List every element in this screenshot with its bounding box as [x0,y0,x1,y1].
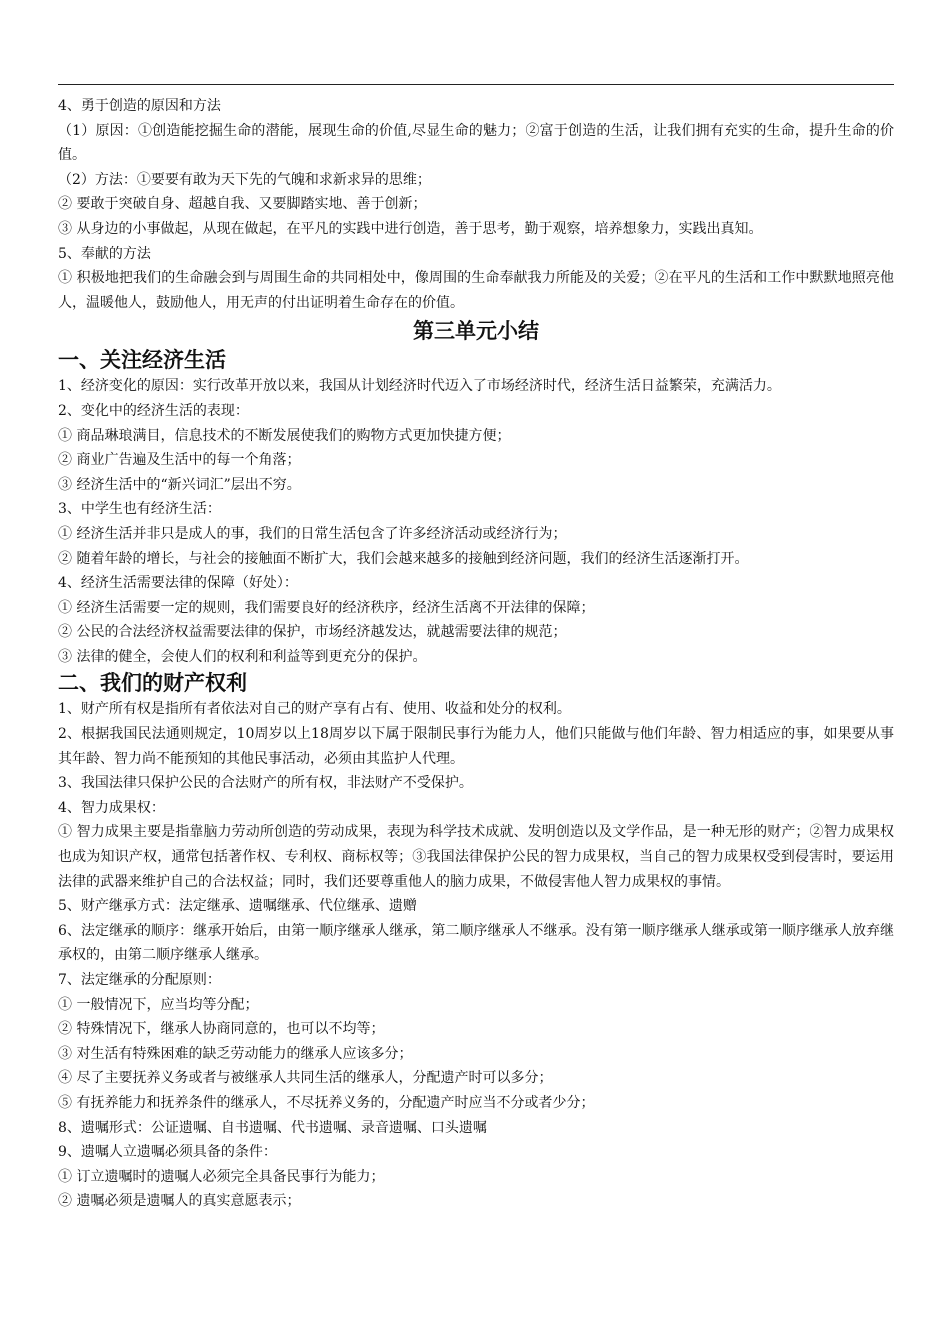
part-1-item-2-1: ① 商品琳琅满目，信息技术的不断发展使我们的购物方式更加快捷方便； [58,427,511,444]
part-1-heading: 一、关注经济生活 [58,348,226,373]
part-1-item-3-1: ① 经济生活并非只是成人的事，我们的日常生活包含了许多经济活动或经济行为； [58,525,567,542]
part-1-item-4: 4、经济生活需要法律的保障（好处）： [58,575,298,592]
document-body [58,94,894,1214]
part-2-item-7: 7、法定继承的分配原则： [58,972,221,988]
part-1-item-2-3: ③ 经济生活中的“新兴词汇”层出不穷。 [58,476,301,493]
part-1-item-1: 1、经济变化的原因：实行改革开放以来，我国从计划经济时代迈入了市场经济时代，经济生活日益繁荣，充满活力。 [58,378,781,395]
section-5-title: 5、奉献的方法 [58,245,151,262]
part-2-item-7-5: ⑤ 有抚养能力和抚养条件的继承人，不尽抚养义务的，分配遗产时应当不分或者少分； [58,1094,595,1111]
part-2-item-7-1: ① 一般情况下，应当均等分配； [58,996,259,1013]
section-4-reason: （1）原因：①创造能挖掘生命的潜能，展现生命的价值,尽显生命的魅力；②富于创造的生活，让我们拥有充实的生命，提升生命的价值。 [58,122,894,164]
part-2-item-9: 9、遗嘱人立遗嘱必须具备的条件： [58,1144,277,1161]
part-2-item-7-4: ④ 尽了主要抚养义务或者与被继承人共同生活的继承人，分配遗产时可以多分； [58,1070,553,1087]
part-2-item-7-2: ② 特殊情况下，继承人协商同意的，也可以不均等； [58,1021,385,1038]
section-4-method-2: ② 要敢于突破自身、超越自我、又要脚踏实地、善于创新； [58,196,427,213]
header-rule [58,84,894,85]
part-2-item-7-3: ③ 对生活有特殊困难的缺乏劳动能力的继承人应该多分； [58,1045,413,1062]
part-1-item-4-2: ② 公民的合法经济权益需要法律的保护，市场经济越发达，就越需要法律的规范； [58,624,567,641]
part-1-item-4-1: ① 经济生活需要一定的规则，我们需要良好的经济秩序，经济生活离不开法律的保障； [58,599,595,616]
part-2-item-9-1: ① 订立遗嘱时的遗嘱人必须完全具备民事行为能力； [58,1168,385,1185]
part-2-item-8: 8、遗嘱形式：公证遗嘱、自书遗嘱、代书遗嘱、录音遗嘱、口头遗嘱 [58,1119,487,1136]
part-2-item-3: 3、我国法律只保护公民的合法财产的所有权，非法财产不受保护。 [58,775,473,792]
part-1-item-2: 2、变化中的经济生活的表现： [58,402,249,419]
section-4-title: 4、勇于创造的原因和方法 [58,98,221,114]
part-1-item-2-2: ② 商业广告遍及生活中的每一个角落； [58,452,301,469]
part-2-item-5: 5、财产继承方式：法定继承、遗嘱继承、代位继承、遗赠 [58,898,417,915]
part-2-item-9-2: ② 遗嘱必须是遗嘱人的真实意愿表示； [58,1193,301,1210]
part-2-item-6: 6、法定继承的顺序：继承开始后，由第一顺序继承人继承，第二顺序继承人不继承。没有第一顺序继承人继承或第一顺序继承人放弃继承权的，由第二顺序继承人继承。 [58,922,894,964]
part-1-item-4-3: ③ 法律的健全，会使人们的权利和利益等到更充分的保护。 [58,648,427,665]
section-4-method: （2）方法：①要要有敢为天下先的气魄和求新求异的思维； [58,171,431,188]
unit-title: 第三单元小结 [413,319,539,344]
part-2-item-4-text: ① 智力成果主要是指靠脑力劳动所创造的劳动成果，表现为科学技术成就、发明创造以及文学作品，是一种无形的财产；②智力成果权也成为知识产权，通常包括著作权、专利权、商标权等；③我国法律保护公民的智力成果权，当自己的智力成果权受到侵害时，要运用法律的武器来维护自己的合法权益；同时，我们还要尊重他人的脑力成果，不做侵害他人智力成果权的事情。 [58,824,894,890]
section-4-method-3: ③ 从身边的小事做起，从现在做起，在平凡的实践中进行创造，善于思考，勤于观察，培养想象力，实践出真知。 [58,220,763,237]
part-1-item-3-2: ② 随着年龄的增长，与社会的接触面不断扩大，我们会越来越多的接触到经济问题，我们的经济生活逐渐打开。 [58,550,749,567]
section-5-text: ① 积极地把我们的生命融会到与周围生命的共同相处中，像周围的生命奉献我力所能及的关爱；②在平凡的生活和工作中默默地照亮他人，温暖他人，鼓励他人，用无声的付出证明着生命存在的价值。 [58,270,894,311]
part-2-item-4: 4、智力成果权： [58,799,165,816]
part-2-heading: 二、我们的财产权利 [58,671,247,696]
part-2-item-2: 2、根据我国民法通则规定，10周岁以上18周岁以下属于限制民事行为能力人，他们只能做与他们年龄、智力相适应的事，如果要从事其年龄、智力尚不能预知的其他民事活动，必须由其监护人代理。 [58,726,894,767]
part-1-item-3: 3、中学生也有经济生活： [58,501,221,518]
part-2-item-1: 1、财产所有权是指所有者依法对自己的财产享有占有、使用、收益和处分的权利。 [58,701,571,718]
